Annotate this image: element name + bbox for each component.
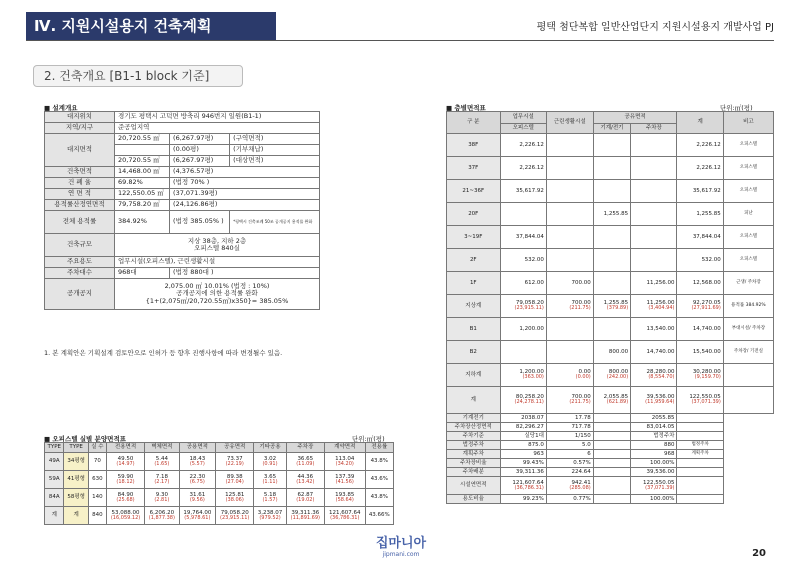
table-cell: 계 — [677, 112, 723, 134]
table-cell: 92,270.05 (27,911.69) — [677, 295, 723, 318]
table-cell: *평택시 건축조례 50조 공개공지 용적률 완화 — [230, 211, 320, 234]
table-cell — [677, 459, 723, 468]
table-cell: 지상계 — [447, 295, 501, 318]
table-cell: (법정 880대 ) — [170, 268, 320, 279]
table-cell — [593, 477, 630, 495]
table-row — [45, 178, 320, 189]
table-cell: 840 — [88, 507, 106, 525]
table-cell: 준공업지역 — [115, 123, 320, 134]
table-cell: 2F — [447, 249, 501, 272]
table-cell: 5.0 — [546, 441, 593, 450]
table-cell: 용도비율 — [447, 495, 501, 504]
table-cell: 28,280.00 (8,554.70) — [631, 364, 677, 387]
table-row — [447, 134, 774, 157]
table-cell: 업무시설(오피스텔), 근린생활시설 — [115, 257, 320, 268]
table-cell: 주차기준 — [447, 432, 501, 441]
table-cell: 벽체면적 — [145, 443, 179, 453]
table-cell: 건축규모 — [45, 234, 115, 257]
table-cell: 113.04 (34.20) — [324, 453, 365, 471]
table-cell: 2,226.12 — [677, 157, 723, 180]
table-cell — [631, 203, 677, 226]
table-cell: 오피스텔 — [723, 180, 773, 203]
table-cell: 79,058.20 (23,915.11) — [500, 295, 546, 318]
table-row — [447, 423, 774, 432]
table-cell: 1,255.85 — [593, 203, 630, 226]
table-cell: (0.00평) — [170, 145, 230, 156]
table-cell: 주차장산정면적 — [447, 423, 501, 432]
table-cell: 11,256.00 (3,404.94) — [631, 295, 677, 318]
table-cell: 35,617.92 — [677, 180, 723, 203]
table-cell: 19,764.00 (5,978.61) — [179, 507, 216, 525]
table-cell: 기계/전기 — [593, 124, 630, 134]
table-row — [447, 203, 774, 226]
table-cell: 피난 — [723, 203, 773, 226]
table-cell: 1,255.85 (379.89) — [593, 295, 630, 318]
table-cell — [631, 157, 677, 180]
table-cell: 5.44 (1.65) — [145, 453, 179, 471]
table-cell: 125.81 (38.06) — [216, 489, 254, 507]
table-cell — [593, 226, 630, 249]
table-row — [45, 134, 320, 145]
table-cell: 62.87 (19.02) — [286, 489, 324, 507]
table-cell — [546, 134, 593, 157]
section-title: Ⅳ. 지원시설용지 건축계획 — [26, 12, 276, 40]
table-cell — [546, 203, 593, 226]
table-cell: (6,267.97평) — [170, 134, 230, 145]
table-cell — [723, 387, 773, 414]
table-cell — [593, 459, 630, 468]
table-cell: 14,740.00 — [631, 341, 677, 364]
table-cell — [593, 134, 630, 157]
table-cell — [677, 414, 723, 423]
table-cell: 58평형 — [64, 489, 88, 507]
table-cell: 18.43 (5.57) — [179, 453, 216, 471]
table-cell: 건축면적 — [45, 167, 115, 178]
table-row — [45, 257, 320, 268]
project-name: 평택 첨단복합 일반산업단지 지원시설용지 개발사업 PJ — [536, 22, 774, 33]
table-cell — [677, 423, 723, 432]
table-row — [447, 272, 774, 295]
table-cell: 968대 — [115, 268, 170, 279]
table-cell: 0.57% — [546, 459, 593, 468]
table-row — [447, 318, 774, 341]
page-number: 20 — [752, 548, 766, 559]
table-cell: 0.00 (0.00) — [546, 364, 593, 387]
table-cell: 224.64 — [546, 468, 593, 477]
table-cell: 630 — [88, 471, 106, 489]
table-cell: 20,720.55 ㎡ — [115, 134, 170, 145]
table-cell: (4,376.57평) — [170, 167, 320, 178]
table-row — [45, 189, 320, 200]
table-cell: 99.43% — [500, 459, 546, 468]
table-cell — [546, 249, 593, 272]
table-cell: 122,550.05 (37,071.39) — [631, 477, 677, 495]
table-cell: 14,740.00 — [677, 318, 723, 341]
table-cell: 612.00 — [500, 272, 546, 295]
table-row — [45, 268, 320, 279]
table-row — [45, 507, 394, 525]
table-cell: 49A — [45, 453, 64, 471]
table-row — [447, 450, 774, 459]
table-cell — [631, 226, 677, 249]
table-row — [45, 167, 320, 178]
subtitle: 2. 건축개요 [B1-1 block 기준] — [33, 65, 243, 87]
table-cell — [631, 180, 677, 203]
table-cell — [546, 180, 593, 203]
table-cell: 부대시설/ 주차장 — [723, 318, 773, 341]
table-cell: 지상 38층, 지하 2층 오피스텔 840실 — [115, 234, 320, 257]
table-cell: 2,075.00 ㎡ 10.01% (법정 : 10%) 공개공지에 의한 용적률 완화 {1+(2,075㎡/20,720.55㎡)x350}= 385.05% — [115, 279, 320, 310]
table-cell: 73.37 (22.19) — [216, 453, 254, 471]
table-cell: B2 — [447, 341, 501, 364]
table-cell: 근린생활시설 — [546, 112, 593, 134]
table-cell: B1 — [447, 318, 501, 341]
table-row — [45, 443, 394, 453]
table-cell: 22.30 (6.75) — [179, 471, 216, 489]
table-cell: 지하계 — [447, 364, 501, 387]
table-cell: 13,540.00 — [631, 318, 677, 341]
table-cell: 경기도 평택시 고덕면 방축리 946번지 일원(B1-1) — [115, 112, 320, 123]
table-cell: 계 — [64, 507, 88, 525]
table-cell: 계 — [447, 387, 501, 414]
table-cell: 122,550.05 (37,071.39) — [677, 387, 723, 414]
table-cell: 43.66% — [365, 507, 393, 525]
table-cell — [631, 249, 677, 272]
table-row — [447, 180, 774, 203]
table-cell: 공유면적 — [593, 112, 677, 124]
table-cell: 43.8% — [365, 489, 393, 507]
table-cell: 122,550.05 ㎡ — [115, 189, 170, 200]
table-row — [45, 200, 320, 211]
table-cell: (37,071.39평) — [170, 189, 320, 200]
table-cell: 3,238.07 (979.52) — [254, 507, 286, 525]
table-cell: 37,844.04 — [500, 226, 546, 249]
table-cell: 3.65 (1.11) — [254, 471, 286, 489]
table-cell: 주차장비율 — [447, 459, 501, 468]
table-cell: 532.00 — [500, 249, 546, 272]
table-cell — [593, 157, 630, 180]
table-row — [447, 226, 774, 249]
outline-note: 1. 본 계획안은 기획설계 검토안으로 인허가 등 향후 진행사항에 따라 변경될수 있음. — [44, 349, 283, 357]
table-cell: 84A — [45, 489, 64, 507]
table-cell: 942.41 (285.08) — [546, 477, 593, 495]
table-row — [447, 387, 774, 414]
table-row — [447, 432, 774, 441]
table-cell — [115, 145, 170, 156]
table-cell: 5.18 (1.57) — [254, 489, 286, 507]
table-cell: 100.00% — [631, 495, 677, 504]
table-cell: 59A — [45, 471, 64, 489]
table-cell: (6,267.97평) — [170, 156, 230, 167]
table-cell: 오피스텔 — [723, 249, 773, 272]
table-cell: 20,720.55 ㎡ — [115, 156, 170, 167]
table-cell: TYPE — [45, 443, 64, 453]
table-row — [45, 471, 394, 489]
table-cell: 기계전기 — [447, 414, 501, 423]
table-cell: 전체 용적률 — [45, 211, 115, 234]
table-cell — [677, 432, 723, 441]
table-cell: 49.50 (14.97) — [106, 453, 144, 471]
table-cell: 연 면 적 — [45, 189, 115, 200]
table-cell: 140 — [88, 489, 106, 507]
table-cell: 주차장 — [631, 124, 677, 134]
table-cell — [677, 477, 723, 495]
table-cell: 21~36F — [447, 180, 501, 203]
table-cell: 43.6% — [365, 471, 393, 489]
table-cell: 업무시설 — [500, 112, 546, 124]
table-cell: 6,206.20 (1,877.38) — [145, 507, 179, 525]
table-cell — [593, 468, 630, 477]
table-cell: 실당1대 — [500, 432, 546, 441]
table-row — [45, 211, 320, 234]
table-cell: (대상면적) — [230, 156, 320, 167]
table-cell — [593, 441, 630, 450]
table-cell: 2,226.12 — [500, 157, 546, 180]
table-cell: 39,311.36 — [500, 468, 546, 477]
table-cell: 70 — [88, 453, 106, 471]
table-cell — [677, 468, 723, 477]
table-row — [447, 495, 774, 504]
table-cell: 기타공용 — [254, 443, 286, 453]
table-cell: 9.30 (2.81) — [145, 489, 179, 507]
table-cell: 20F — [447, 203, 501, 226]
table-cell: 121,607.64 (36,786.31) — [324, 507, 365, 525]
table-cell: 700.00 (211.75) — [546, 387, 593, 414]
table-cell: 3~19F — [447, 226, 501, 249]
table-cell: 오피스텔 — [500, 124, 546, 134]
table-cell: 주차배분 — [447, 468, 501, 477]
table-cell: 880 — [631, 441, 677, 450]
table-cell: 532.00 — [677, 249, 723, 272]
table-row — [45, 234, 320, 257]
table-cell: 100.00% — [631, 459, 677, 468]
table-row — [447, 459, 774, 468]
table-cell: 2,226.12 — [500, 134, 546, 157]
outline-table — [44, 111, 320, 310]
table-cell: 용적률산정연면적 — [45, 200, 115, 211]
table-cell: 37F — [447, 157, 501, 180]
table-cell: 용적률 384.92% — [723, 295, 773, 318]
table-cell: 시설연면적 — [447, 477, 501, 495]
table-cell: 38F — [447, 134, 501, 157]
table-row — [447, 249, 774, 272]
table-cell: 오피스텔 — [723, 134, 773, 157]
table-cell: 700.00 (211.75) — [546, 295, 593, 318]
table-cell: 1,200.00 — [500, 318, 546, 341]
floors-unit: 단위:㎡(평) — [720, 104, 753, 112]
table-cell: 14,468.00 ㎡ — [115, 167, 170, 178]
table-cell — [593, 272, 630, 295]
table-cell: 주차장 — [286, 443, 324, 453]
floors-heading: ■ 층별면적표 — [446, 104, 486, 112]
table-cell: 6 — [546, 450, 593, 459]
table-cell: (기부채납) — [230, 145, 320, 156]
table-cell: 700.00 — [546, 272, 593, 295]
table-cell: 대지면적 — [45, 134, 115, 167]
table-row — [447, 468, 774, 477]
table-cell: 83,014.05 — [631, 423, 677, 432]
table-cell: 717.78 — [546, 423, 593, 432]
table-cell: TYPE — [64, 443, 88, 453]
table-cell: 1,200.00 (363.00) — [500, 364, 546, 387]
table-cell — [593, 423, 630, 432]
table-cell: 법정주차 — [631, 432, 677, 441]
table-cell: 69.82% — [115, 178, 170, 189]
table-row — [447, 112, 774, 124]
table-cell: 대지위치 — [45, 112, 115, 123]
table-row — [447, 414, 774, 423]
table-cell: 53,088.00 (16,059.12) — [106, 507, 144, 525]
table-cell: 전용률 — [365, 443, 393, 453]
table-cell: 2,226.12 — [677, 134, 723, 157]
table-cell: 89.38 (27.04) — [216, 471, 254, 489]
table-cell: 30,280.00 (9,159.70) — [677, 364, 723, 387]
table-cell — [546, 318, 593, 341]
table-cell: 34평형 — [64, 453, 88, 471]
sales-unit: 단위:㎡(평) — [352, 435, 385, 443]
table-cell: 15,540.00 — [677, 341, 723, 364]
table-cell: 공개공지 — [45, 279, 115, 310]
table-cell: 193.85 (58.64) — [324, 489, 365, 507]
table-cell — [546, 226, 593, 249]
table-cell: 11,256.00 — [631, 272, 677, 295]
table-cell: 주차장/ 기전실 — [723, 341, 773, 364]
table-cell: 계획주차 — [677, 450, 723, 459]
table-cell: 지역/지구 — [45, 123, 115, 134]
table-cell: 비고 — [723, 112, 773, 134]
table-cell — [593, 414, 630, 423]
table-row — [45, 279, 320, 310]
table-cell: 80,258.20 (24,278.11) — [500, 387, 546, 414]
floors-table — [446, 111, 774, 504]
table-cell: 36.65 (11.09) — [286, 453, 324, 471]
table-cell: 법정주차 — [677, 441, 723, 450]
table-cell — [593, 180, 630, 203]
table-cell — [593, 249, 630, 272]
table-cell: 오피스텔 — [723, 157, 773, 180]
table-cell: 3.02 (0.91) — [254, 453, 286, 471]
header-divider — [26, 40, 774, 41]
sales-heading: ■ 오피스텔 실별 분양면적표 — [44, 435, 126, 443]
table-cell: 주요용도 — [45, 257, 115, 268]
table-cell: 39,536.00 (11,959.64) — [631, 387, 677, 414]
table-cell: 12,568.00 — [677, 272, 723, 295]
table-cell: 121,607.64 (36,786.31) — [500, 477, 546, 495]
table-cell: 근생/ 주차장 — [723, 272, 773, 295]
table-cell — [593, 450, 630, 459]
table-cell: 800.00 (242.00) — [593, 364, 630, 387]
table-cell: 137.39 (41.56) — [324, 471, 365, 489]
table-cell: 44.36 (13.42) — [286, 471, 324, 489]
table-cell: 99.23% — [500, 495, 546, 504]
table-cell: 계약면적 — [324, 443, 365, 453]
table-cell — [546, 157, 593, 180]
sales-table — [44, 442, 394, 525]
table-row — [447, 477, 774, 495]
table-row — [45, 453, 394, 471]
table-cell: 오피스텔 — [723, 226, 773, 249]
table-cell: 계 — [45, 507, 64, 525]
table-cell: (법정 385.05% ) — [170, 211, 230, 234]
table-cell: 84.90 (25.68) — [106, 489, 144, 507]
table-cell: 전용면적 — [106, 443, 144, 453]
table-cell: 82,296.27 — [500, 423, 546, 432]
table-cell: 875.0 — [500, 441, 546, 450]
table-cell: 공용면적 — [179, 443, 216, 453]
table-row — [447, 441, 774, 450]
table-cell: 1/150 — [546, 432, 593, 441]
table-cell — [500, 341, 546, 364]
table-row — [447, 364, 774, 387]
table-row — [447, 295, 774, 318]
table-cell: 2,055.85 (621.89) — [593, 387, 630, 414]
table-cell: 공유면적 — [216, 443, 254, 453]
table-cell: 968 — [631, 450, 677, 459]
table-row — [447, 341, 774, 364]
table-cell: 37,844.04 — [677, 226, 723, 249]
table-cell — [593, 432, 630, 441]
table-cell — [723, 364, 773, 387]
table-cell: 2055.85 — [631, 414, 677, 423]
table-row — [447, 157, 774, 180]
table-cell: 963 — [500, 450, 546, 459]
table-cell: 계획주차 — [447, 450, 501, 459]
table-cell: 7.18 (2.17) — [145, 471, 179, 489]
table-cell: (24,126.86평) — [170, 200, 320, 211]
table-cell: 구 분 — [447, 112, 501, 134]
table-cell: 1,255.85 — [677, 203, 723, 226]
table-cell: 79,758.20 ㎡ — [115, 200, 170, 211]
table-cell: 31.61 (9.56) — [179, 489, 216, 507]
table-cell: 41평형 — [64, 471, 88, 489]
table-cell: (구역면적) — [230, 134, 320, 145]
table-cell: 39,536.00 — [631, 468, 677, 477]
outline-heading: ■ 설계개요 — [44, 104, 78, 112]
table-cell: 43.8% — [365, 453, 393, 471]
table-cell: 39,311.36 (11,891.69) — [286, 507, 324, 525]
table-cell — [593, 495, 630, 504]
table-cell: 법정주차 — [447, 441, 501, 450]
table-cell: 2038.07 — [500, 414, 546, 423]
table-cell: 79,058.20 (23,915.11) — [216, 507, 254, 525]
site-logo: 집마니아 jipmani.com — [375, 536, 427, 558]
table-cell: 실 수 — [88, 443, 106, 453]
table-cell: 384.92% — [115, 211, 170, 234]
table-cell: 35,617.92 — [500, 180, 546, 203]
table-cell: 건 폐 율 — [45, 178, 115, 189]
table-cell — [500, 203, 546, 226]
table-cell — [631, 134, 677, 157]
table-cell: 800.00 — [593, 341, 630, 364]
table-cell — [593, 318, 630, 341]
table-cell: (법정 70% ) — [170, 178, 320, 189]
table-cell: 1F — [447, 272, 501, 295]
table-cell — [677, 495, 723, 504]
table-row — [45, 489, 394, 507]
table-row — [45, 123, 320, 134]
table-cell — [546, 341, 593, 364]
table-cell: 59.90 (18.12) — [106, 471, 144, 489]
table-cell: 주차대수 — [45, 268, 115, 279]
table-cell: 17.78 — [546, 414, 593, 423]
table-row — [45, 112, 320, 123]
table-cell: 0.77% — [546, 495, 593, 504]
